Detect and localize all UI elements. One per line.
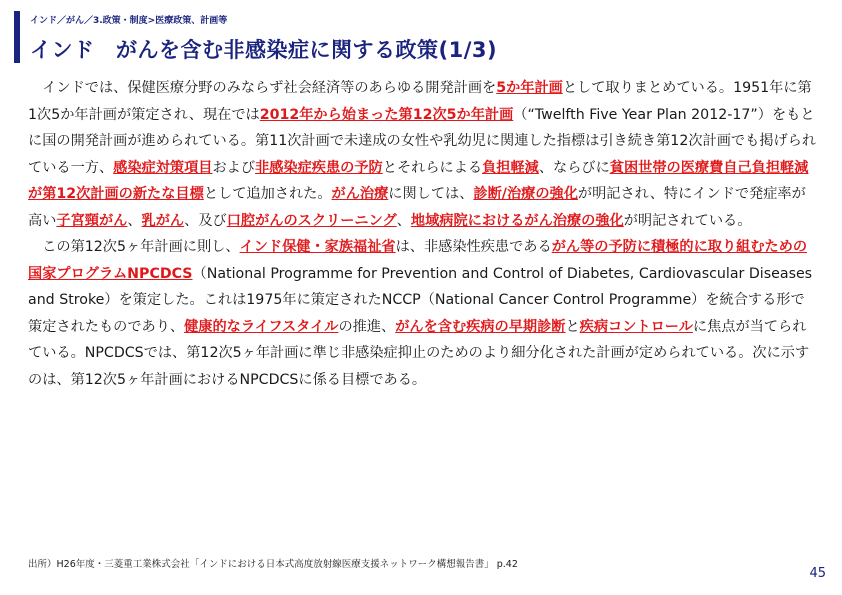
paragraph-2 — [28, 234, 818, 393]
highlighted-term: インド保健・家族福祉省 — [239, 239, 396, 255]
highlighted-term: 貧困世帯の医療費自己負担軽減が第12次計画の新たな目標 — [28, 159, 809, 202]
text-segment: に関しては、 — [388, 186, 474, 202]
text-segment: （“Twelfth Five Year Plan 2012-17”）をもとに国の開発計画が進められている。第11次計画で未達成の女性や乳幼児に関連した指標は引き続き第12次計画でも掲げられている一方、 — [28, 106, 817, 176]
highlighted-term: 非感染症疾患の予防 — [255, 159, 383, 176]
paragraph-1 — [28, 75, 818, 234]
header-accent-bar — [14, 11, 20, 63]
text-segment: 、ならびに — [538, 159, 610, 176]
text-segment: は、非感染性疾患である — [395, 239, 552, 255]
text-segment: が明記されている。 — [623, 212, 752, 229]
highlighted-term: 2012年から始まった第12次5か年計画 — [259, 106, 514, 123]
page-title: インド がんを含む非感染症に関する政策(1/3) — [30, 38, 498, 62]
breadcrumb: インド／がん／3.政策・制度>医療政策、計画等 — [30, 16, 228, 26]
highlighted-term: がん等の予防に積極的に取り組むための国家プログラムNPCDCS — [28, 239, 808, 282]
text-segment: および — [212, 159, 256, 176]
highlighted-term: 5か年計画 — [496, 80, 563, 96]
text-segment: インドでは、保健医療分野のみならず社会経済等のあらゆる開発計画を — [42, 80, 497, 96]
highlighted-term: 健康的なライフスタイル — [184, 318, 339, 335]
page-number: 45 — [809, 566, 826, 581]
highlighted-term: 子宮頸がん — [56, 212, 128, 229]
highlighted-term: 乳がん — [141, 212, 185, 229]
text-segment: に焦点が当てられている。NPCDCSでは、第12次5ヶ年計画に準じ非感染症抑止のためのより細分化された計画が定められている。次に示すのは、第12次5ヶ年計画におけるNPCDCSに係る目標である。 — [28, 318, 810, 388]
highlighted-term: 診断/治療の強化 — [473, 186, 578, 202]
text-segment: 、及び — [184, 212, 227, 229]
source-citation: 出所）H26年度・三菱重工業株式会社「インドにおける日本式高度放射線医療支援ネットワーク構想報告書」 p.42 — [28, 559, 518, 570]
text-segment: 、 — [127, 212, 142, 229]
highlighted-term: 口腔がんのスクリーニング — [226, 212, 397, 229]
text-segment: この第12次5ヶ年計画に則し、 — [42, 239, 240, 255]
text-segment: の推進、 — [338, 318, 396, 335]
text-segment: とそれらによる — [382, 159, 483, 176]
highlighted-term: がん治療 — [331, 186, 389, 202]
text-segment: （National Programme for Prevention and Control of Diabetes, Cardiovascular Diseases and Stroke）を策定した。これは1975年に策定されたNCCP（National Cancer Control Programme）を統合する形で策定されたものであり、 — [28, 265, 813, 335]
text-segment: として取りまとめている。1951年に第1次5か年計画が策定され、現在では — [28, 80, 812, 123]
body-text — [28, 75, 818, 393]
highlighted-term: がんを含む疾病の早期診断 — [395, 318, 566, 335]
text-segment: と — [565, 318, 580, 335]
text-segment: として追加された。 — [203, 186, 332, 202]
text-segment: 、 — [396, 212, 411, 229]
highlighted-term: 感染症対策項目 — [113, 159, 213, 176]
highlighted-term: 地域病院におけるがん治療の強化 — [410, 212, 624, 229]
highlighted-term: 負担軽減 — [482, 159, 539, 176]
highlighted-term: 疾病コントロール — [579, 318, 693, 335]
text-segment: が明記され、特にインドで発症率が高い — [28, 186, 806, 229]
